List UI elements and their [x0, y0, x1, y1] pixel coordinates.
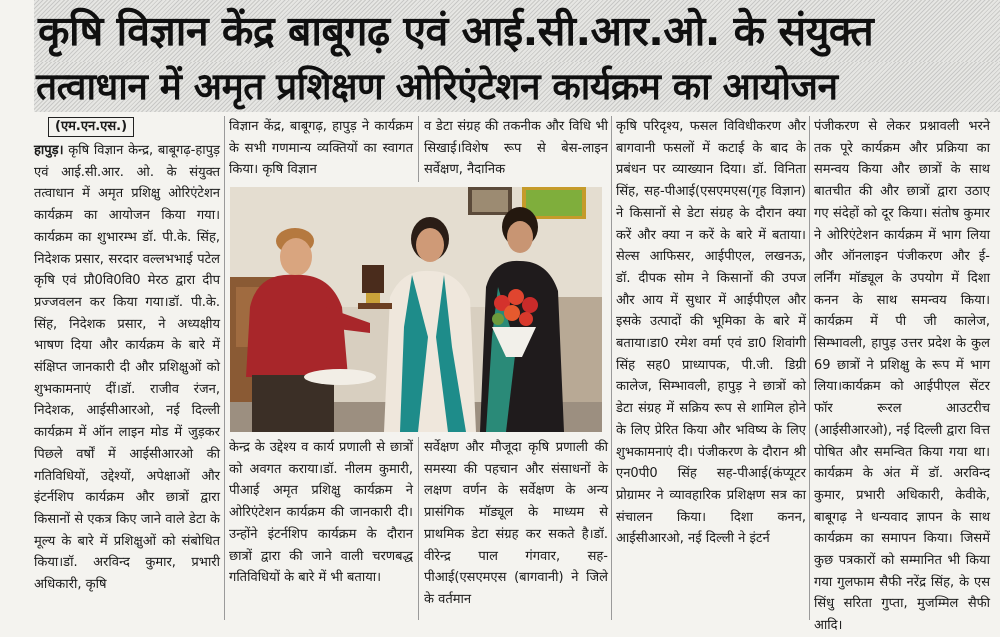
column-rule	[418, 437, 419, 620]
event-photo	[230, 187, 602, 432]
column-3-bottom-text: सर्वेक्षण और मौजूदा कृषि प्रणाली की समस्या की पहचान और संसाधनों के लक्षण वर्णन के सर्वेक्षण के अन्य प्रासंगिक मॉड्यूल के माध्यम से प्राथमिक डेटा संग्रह कर सकते है।डॉ. वीरेन्द्र पाल गंगवार, सह-पीआई(एसएमएस (बागवानी) ने जिले के वर्तमान	[424, 440, 608, 607]
column-rule	[611, 116, 612, 620]
column-rule	[418, 116, 419, 182]
byline: (एम.एन.एस.)	[48, 117, 134, 137]
column-1-text: कृषि विज्ञान केन्द्र, बाबूगढ़-हापुड़ एवं आई.सी.आर. ओ. के संयुक्त तत्वाधान में अमृत प्रशिक्षु ओरिएंटेशन कार्यक्रम का आयोजन किया गया।कार्यक्रम का शुभारम्भ डॉ. पी.के. सिंह, निदेशक प्रसार, सरदार वल्लभभाई पटेल कृषि एवं प्रौ0वि0वि0 मेरठ द्वारा दीप प्रज्जवलन कर किया गया।डॉ. पी.के. सिंह, निदेशक प्रसार, ने अध्यक्षीय भाषण दिया और कार्यक्रम के बारे में संक्षिप्त जानकारी दी और प्रशिक्षुओं को शुभकामनाएं दीं।डॉ. राजीव रंजन, निदेशक, आईसीआरओ, नई दिल्ली कार्यक्रम में ऑन लाइन मोड में जुड़कर पिछले वर्षों में आईसीआरओ की गतिविधियों, उद्देश्यों, अपेक्षाओं और इंटर्नशिप कार्यक्रम और छात्रों द्वारा किसानों से एकत्र किए जाने वाले डेटा के मूल्य के बारे में प्रशिक्षुओं को संबोधित किया।डॉ. अरविन्द कुमार, प्रभारी अधिकारी, कृषि	[34, 143, 220, 593]
article-column-1	[34, 116, 220, 620]
dateline: हापुड़।	[34, 143, 64, 158]
column-3-top-text: व डेटा संग्रह की तकनीक और विधि भी सिखाई।विशेष रूप से बेस-लाइन सर्वेक्षण, नैदानिक	[424, 119, 608, 178]
column-2-top-text: विज्ञान केंद्र, बाबूगढ़, हापुड़ ने कार्यक्रम के सभी गणमान्य व्यक्तियों का स्वागत किया। कृषि विज्ञान	[229, 119, 413, 178]
headline-line-1: कृषि विज्ञान केंद्र बाबूगढ़ एवं आई.सी.आर.ओ. के संयुक्त	[34, 0, 1000, 62]
column-2-bottom-text: केन्द्र के उद्देश्य व कार्य प्रणाली से छात्रों को अवगत कराया।डॉ. नीलम कुमारी, पीआई अमृत प्रशिक्षु कार्यक्रम ने ओरिएंटेशन कार्यक्रम की जानकारी दी।उन्होंने इंटर्नशिप कार्यक्रम के दौरान छात्रों द्वारा की जाने वाली चरणबद्ध गतिविधियों के बारे में भी बताया।	[229, 440, 413, 586]
column-rule	[809, 116, 810, 620]
headline-line-2: तत्वाधान में अमृत प्रशिक्षण ओरिएंटेशन कार्यक्रम का आयोजन	[34, 62, 1000, 112]
column-rule	[224, 116, 225, 620]
article-column-4: कृषि परिदृश्य, फसल विविधीकरण और बागवानी फसलों में कटाई के बाद के प्रबंधन पर व्याख्यान दिया। डॉ. विनिता सिंह, सह-पीआई(एसएमएस(गृह विज्ञान) ने किसानों से डेटा संग्रह के दौरान क्या करें और क्या न करें के बारे में बताया।सेल्स आफिसर, आईपीएल, लखनऊ, डॉ. दीपक सोम ने किसानों की उपज और आय में सुधार में आईपीएल और इसके उत्पादों की भूमिका के बारे में बताया।डा0 रमेश वर्मा एवं डा0 शिवांगी सिंह सह0 प्राध्यापक, पी.जी. डिग्री कालेज, सिम्भावली, हापुड़ ने छात्रों को डेटा संग्रह में सक्रिय रूप से शामिल होने के लिए प्रेरित किया और भविष्य के लिए शुभकामनाएं दी। पंजीकरण के दौरान श्री एन0पी0 सिंह सह-पीआई(कंप्यूटर प्रोग्रामर ने व्यावहारिक प्रशिक्षण सत्र का संचालन किया। दिशा कनन, आईसीआरओ, नई दिल्ली ने इंटर्न	[616, 119, 806, 547]
article-column-5: पंजीकरण से लेकर प्रश्नावली भरने तक पूरे कार्यक्रम और प्रक्रिया का समन्वय किया और छात्रों के साथ बातचीत की और छात्रों द्वारा उठाए गए संदेहों को दूर किया। संतोष कुमार ने ओरिएंटेशन कार्यक्रम में भाग लिया और ऑनलाइन पंजीकरण और ई-लर्निंग मॉड्यूल के उपयोग में दिशा कनन के साथ समन्वय किया। कार्यक्रम में पी जी कालेज, सिम्भावली, हापुड़ उत्तर प्रदेश के कुल 69 छात्रों ने प्रशिक्षु के रूप में भाग लिया।कार्यक्रम को आईपीएल सेंटर फॉर रूरल आउटरीच (आईसीआरओ), नई दिल्ली द्वारा वित्त पोषित और समन्वित किया गया था। कार्यक्रम के अंत में डॉ. अरविन्द कुमार, प्रभारी अधिकारी, केवीके, बाबूगढ़ ने धन्यवाद ज्ञापन के साथ कार्यक्रम का समापन किया। जिसमें कुछ पत्रकारों को सम्मानित भी किया गया गुलफाम सैफी नरेंद्र सिंह, के एस सिंधु सरिता गुप्ता, मुजम्मिल सैफी आदि।	[814, 119, 990, 634]
